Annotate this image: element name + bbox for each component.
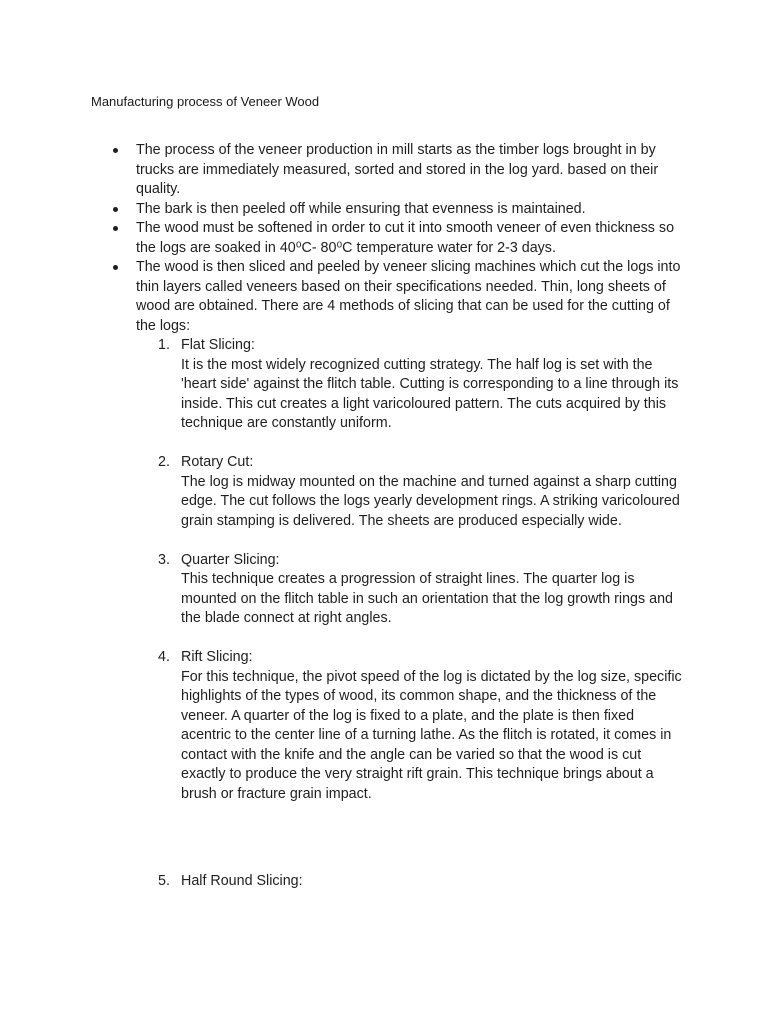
method-item-rotary-cut: [136, 453, 692, 531]
document-title: Manufacturing process of Veneer Wood: [91, 94, 320, 109]
method-title: Quarter Slicing:: [181, 551, 280, 568]
method-number: 2.: [158, 454, 170, 470]
method-description: It is the most widely recognized cutting strategy. The half log is set with the 'heart side' against the flitch table. Cutting is corresponding to a line through its inside. This cut creates a light varicoloured pattern. The cuts acquired by this technique are constantly uniform.: [181, 356, 679, 431]
method-title: Rift Slicing:: [181, 649, 253, 665]
bullet-text: The process of the veneer production in mill starts as the timber logs brought in by trucks are immediately measured, sorted and stored in the log yard. based on their quality.: [136, 142, 659, 197]
bullet-item: [112, 219, 692, 258]
method-number: 3.: [158, 551, 170, 568]
method-title: Flat Slicing:: [181, 337, 255, 353]
slicing-methods-list: [136, 336, 692, 892]
method-description: For this technique, the pivot speed of the log is dictated by the log size, specific highlights of the types of wood, its common shape, and the thickness of the veneer. A quarter of the log is fixed to a plate, and the plate is then fixed acentric to the center line of a turning lathe. As the flitch is rotated, it comes in contact with the knife and the angle can be varied so that the wood is cut exactly to produce the very straight rift grain. This technique brings about a brush or fracture grain impact.: [181, 668, 682, 802]
bullet-icon: [113, 226, 118, 231]
process-bullet-list: [112, 141, 692, 892]
method-item-rift-slicing: [136, 648, 692, 804]
method-item-flat-slicing: [136, 336, 692, 434]
bullet-text: The wood must be softened in order to cut it into smooth veneer of even thickness so the logs are soaked in 40⁰C- 80⁰C temperature water for 2-3 days.: [136, 220, 675, 256]
bullet-icon: [113, 207, 118, 212]
paragraph-spacer: [136, 629, 692, 649]
method-title: Rotary Cut:: [181, 454, 254, 470]
method-description: This technique creates a progression of straight lines. The quarter log is mounted on the flitch table in such an orientation that the log growth rings and the blade connect at right angles.: [181, 571, 673, 626]
paragraph-spacer: [136, 434, 692, 454]
method-item-half-round-slicing: [136, 872, 692, 892]
method-number: 1.: [158, 337, 170, 353]
method-description: The log is midway mounted on the machine and turned against a sharp cutting edge. The cut follows the logs yearly development rings. A striking varicoloured grain stamping is delivered. The sheets are produced especially wide.: [181, 473, 680, 529]
paragraph-spacer: [136, 804, 692, 872]
bullet-item: [112, 200, 692, 220]
bullet-item: [112, 141, 692, 200]
method-number: 4.: [158, 649, 170, 665]
bullet-icon: [113, 265, 118, 270]
bullet-item: [112, 258, 692, 892]
method-item-quarter-slicing: [136, 551, 692, 629]
method-title: Half Round Slicing:: [181, 873, 303, 889]
bullet-icon: [113, 148, 118, 153]
method-number: 5.: [158, 873, 170, 889]
paragraph-spacer: [136, 531, 692, 551]
bullet-text: The wood is then sliced and peeled by veneer slicing machines which cut the logs into thin layers called veneers based on their specifications needed. Thin, long sheets of wood are obtained. There are 4 methods of slicing that can be used for the cutting of the logs:: [136, 259, 681, 334]
bullet-text: The bark is then peeled off while ensuring that evenness is maintained.: [136, 200, 586, 217]
